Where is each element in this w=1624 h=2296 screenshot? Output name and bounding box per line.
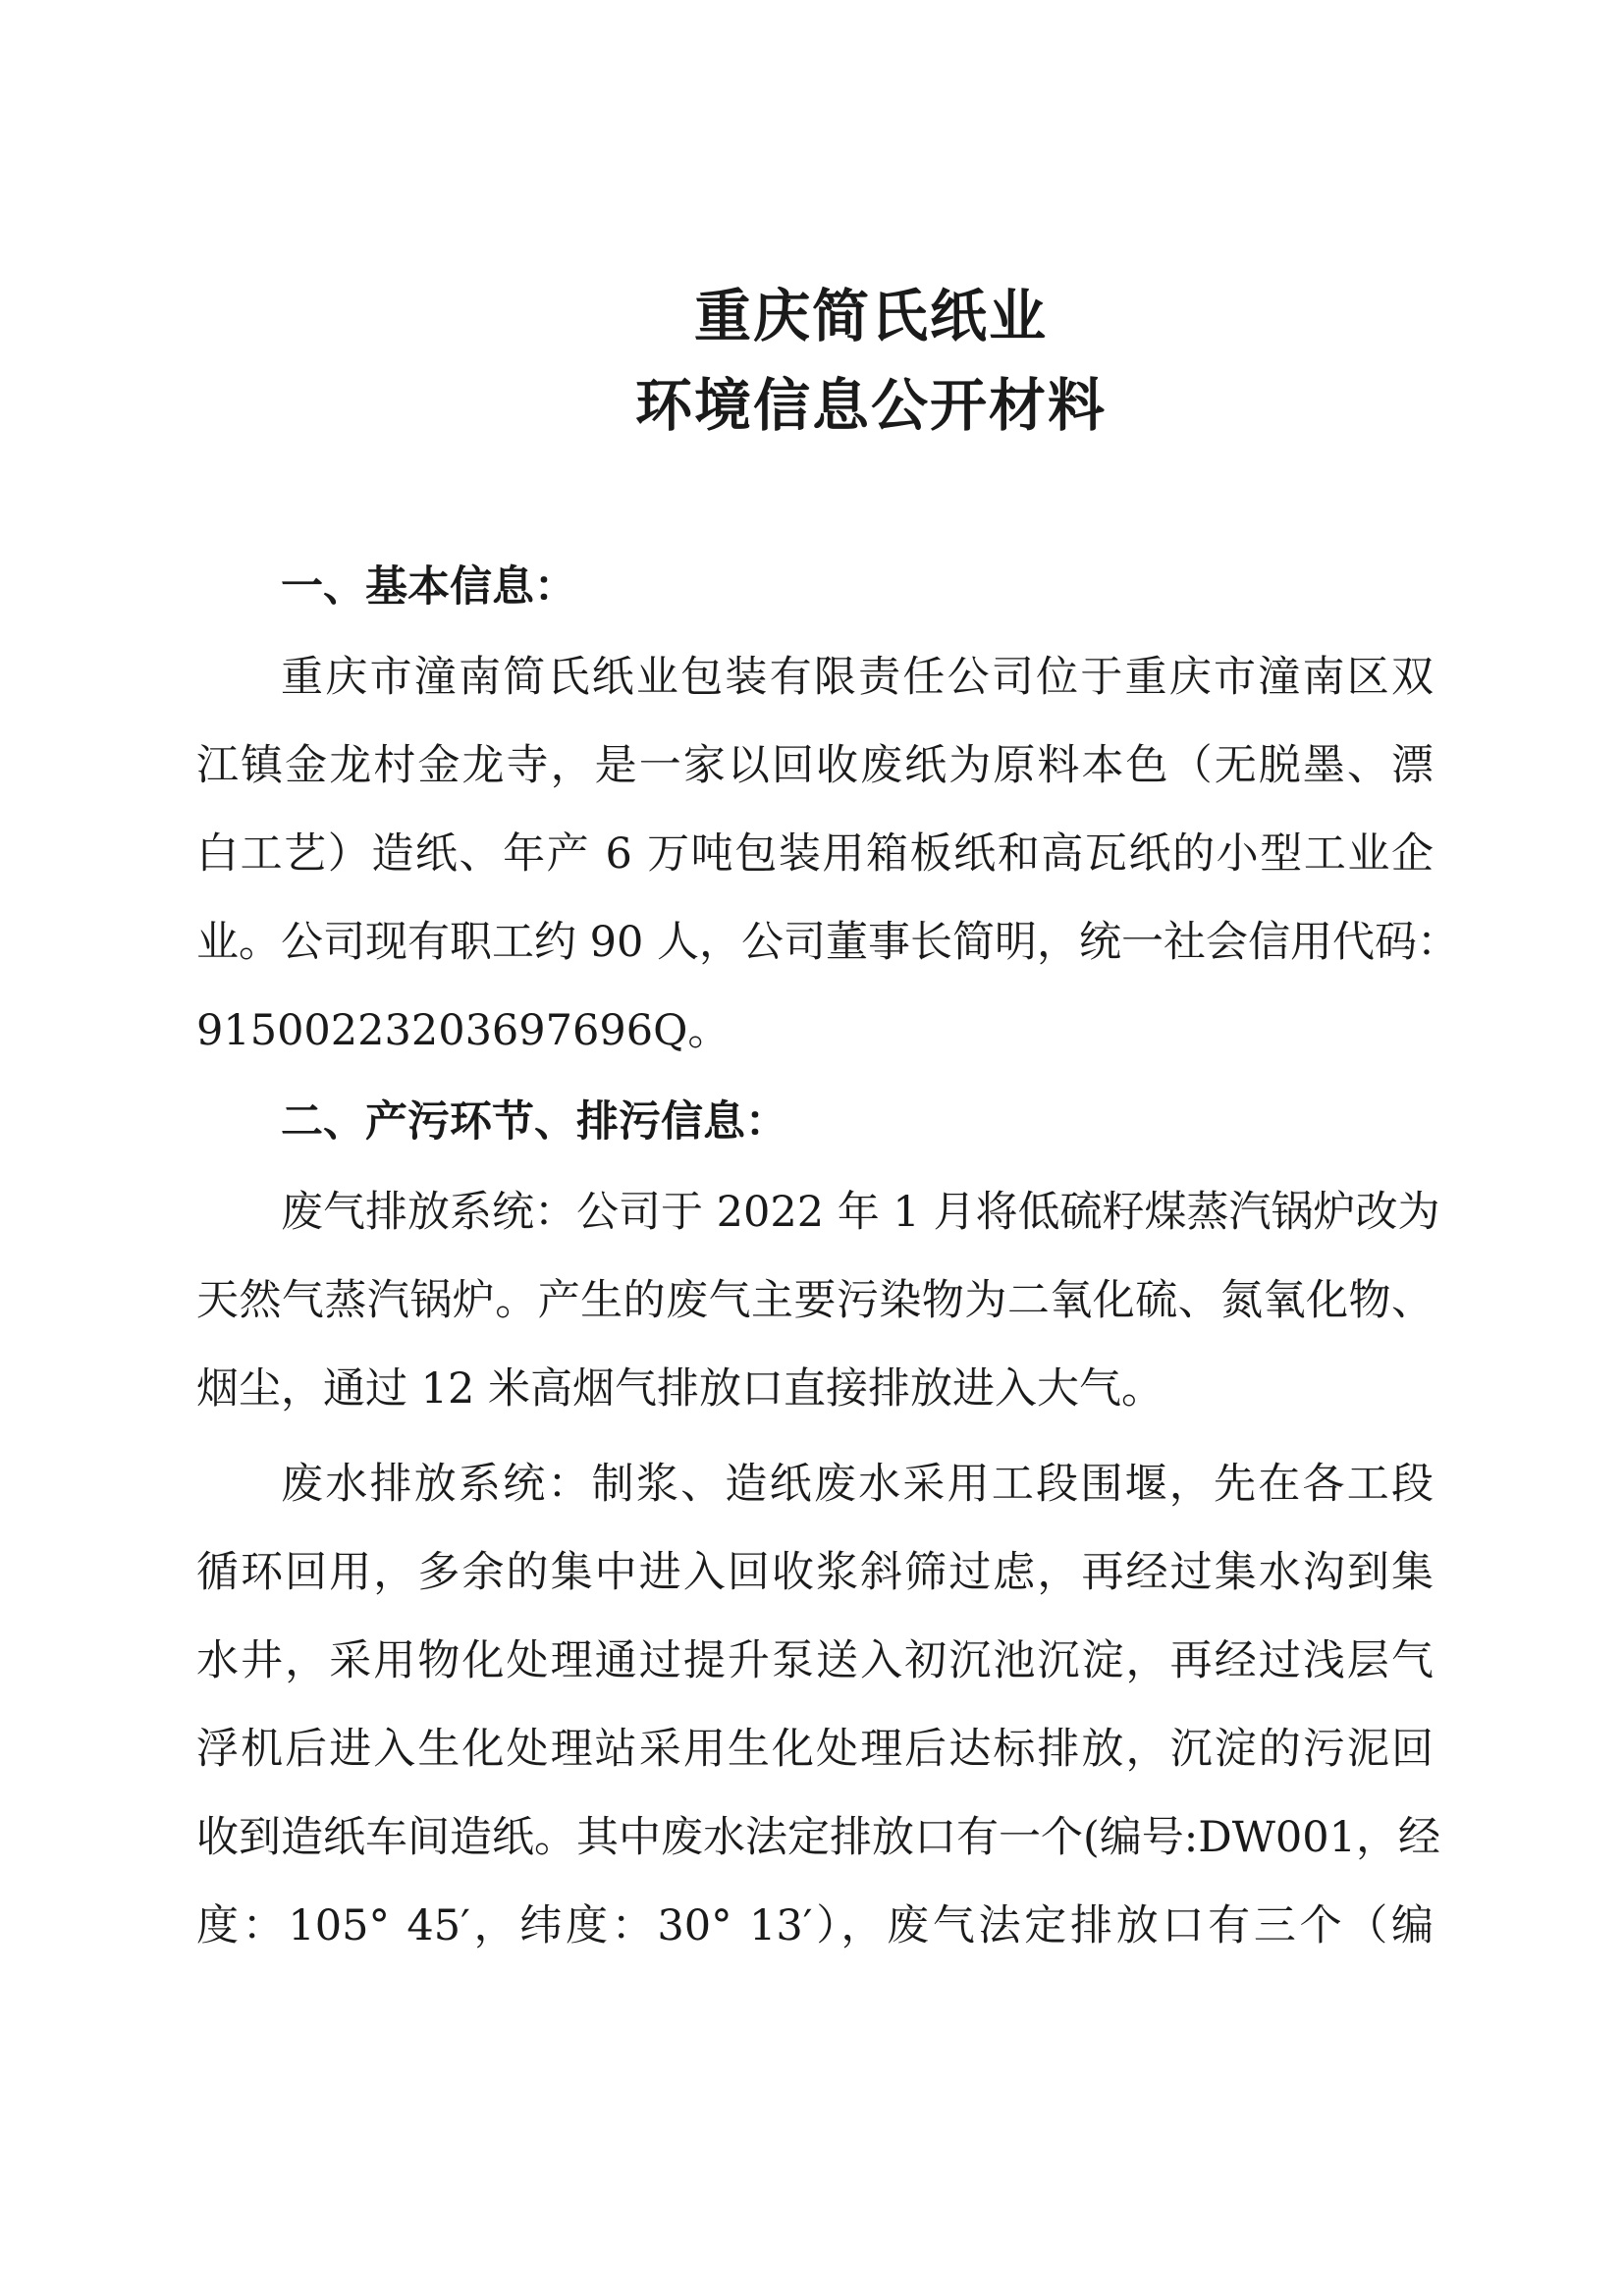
section2-p2-line: 收到造纸车间造纸。其中废水法定排放口有一个(编号:DW001，经 [196,1813,1441,1862]
section1-line: 重庆市潼南简氏纸业包装有限责任公司位于重庆市潼南区双 [281,653,1434,702]
document-title-line1: 重庆简氏纸业 [693,283,1048,349]
document-title-line2: 环境信息公开材料 [634,372,1107,439]
section1-line: 91500223203697696Q。 [196,1006,731,1055]
section1-line: 江镇金龙村金龙寺，是一家以回收废纸为原料本色（无脱墨、漂 [196,741,1434,790]
section2-p2-line: 度：105° 45′，纬度：30° 13′），废气法定排放口有三个（编 [196,1901,1434,1950]
section2-p2-line: 废水排放系统：制浆、造纸废水采用工段围堰，先在各工段 [281,1460,1434,1509]
section2-p2-line: 浮机后进入生化处理站采用生化处理后达标排放，沉淀的污泥回 [196,1725,1434,1774]
section2-p1-line: 废气排放系统：公司于 2022 年 1 月将低硫籽煤蒸汽锅炉改为 [281,1188,1440,1237]
section1-line: 业。公司现有职工约 90 人，公司董事长简明，统一社会信用代码： [196,918,1460,967]
section2-p1-line: 天然气蒸汽锅炉。产生的废气主要污染物为二氧化硫、氮氧化物、 [196,1276,1434,1325]
section2-p2-line: 水井，采用物化处理通过提升泵送入初沉池沉淀，再经过浅层气 [196,1636,1434,1685]
section1-line: 白工艺）造纸、年产 6 万吨包装用箱板纸和高瓦纸的小型工业企 [196,829,1434,879]
section1-heading: 一、基本信息： [281,562,576,612]
section2-p2-line: 循环回用，多余的集中进入回收浆斜筛过虑，再经过集水沟到集 [196,1548,1434,1597]
section2-heading: 二、产污环节、排污信息： [281,1097,787,1147]
section2-p1-line: 烟尘，通过 12 米高烟气排放口直接排放进入大气。 [196,1364,1164,1414]
